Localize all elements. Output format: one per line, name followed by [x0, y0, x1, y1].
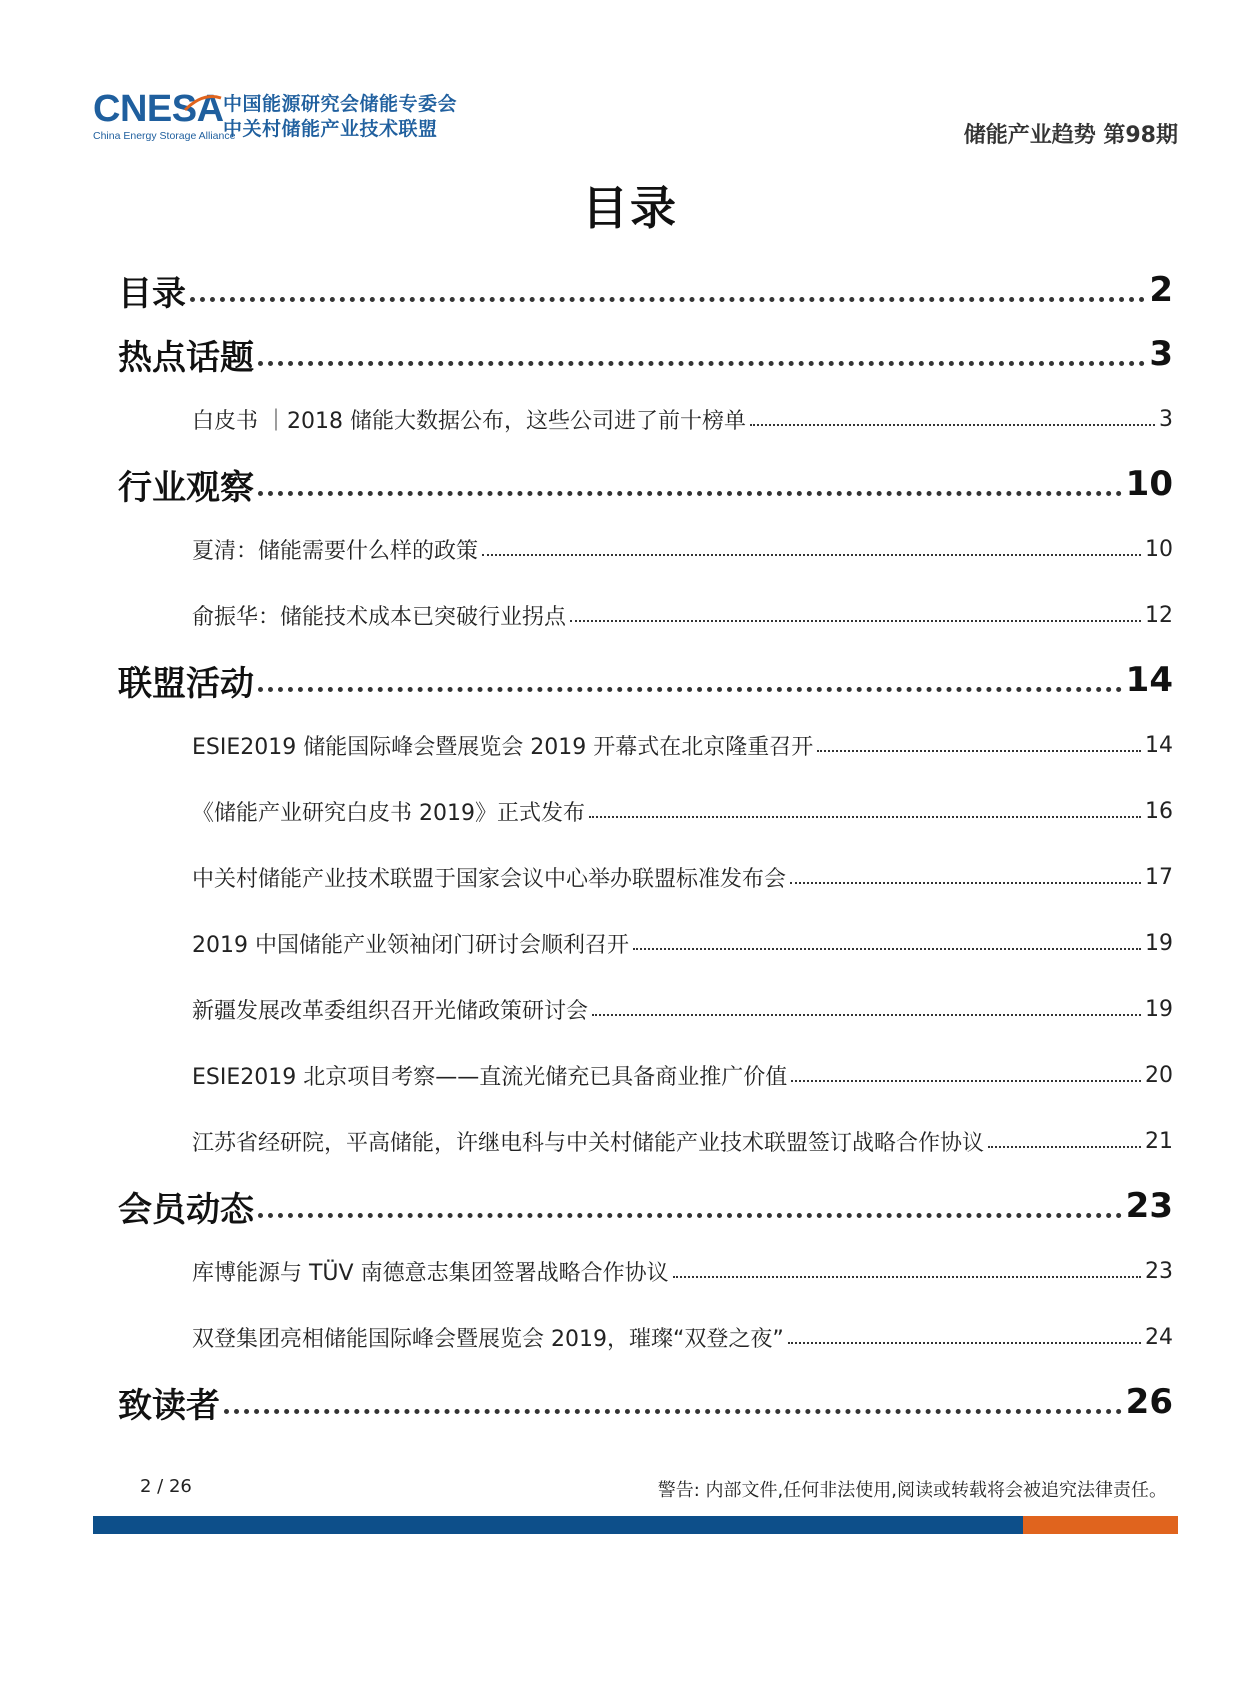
logo-wordmark: CNESA [93, 88, 224, 130]
toc-article-entry[interactable] [118, 844, 1173, 910]
toc-dot-leader [190, 297, 1145, 302]
toc-article-entry[interactable] [118, 1304, 1173, 1370]
toc-section-entry[interactable] [118, 322, 1173, 386]
toc-entry-label: 双登集团亮相储能国际峰会暨展览会 2019，璀璨“双登之夜” [192, 1326, 784, 1352]
toc-entry-label: 联盟活动 [118, 663, 254, 704]
footer-bar-orange [1023, 1516, 1178, 1534]
toc-dot-leader [988, 1146, 1141, 1148]
toc-entry-label: 中关村储能产业技术联盟于国家会议中心举办联盟标准发布会 [192, 866, 787, 892]
toc-entry-label: ESIE2019 储能国际峰会暨展览会 2019 开幕式在北京隆重召开 [192, 734, 814, 760]
logo-swoosh-icon [93, 88, 223, 132]
toc-dot-leader [673, 1276, 1141, 1278]
toc-article-entry[interactable] [118, 778, 1173, 844]
toc-page-number: 17 [1145, 864, 1173, 890]
toc-article-entry[interactable] [118, 516, 1173, 582]
page-indicator: 2 / 26 [140, 1476, 192, 1497]
toc-dot-leader [482, 554, 1141, 556]
toc-page-number: 16 [1145, 798, 1173, 824]
toc-dot-leader [589, 816, 1141, 818]
toc-entry-label: 俞振华：储能技术成本已突破行业拐点 [192, 604, 567, 630]
toc-page-number: 19 [1145, 930, 1173, 956]
toc-page-number: 3 [1159, 406, 1173, 432]
toc-article-entry[interactable] [118, 1042, 1173, 1108]
toc-entry-label: 新疆发展改革委组织召开光储政策研讨会 [192, 998, 589, 1024]
toc-dot-leader [570, 620, 1141, 622]
toc-section-entry[interactable] [118, 1370, 1173, 1434]
toc-entry-label: 热点话题 [118, 337, 254, 378]
toc-article-entry[interactable] [118, 976, 1173, 1042]
toc-dot-leader [592, 1014, 1141, 1016]
toc-section-entry[interactable] [118, 1174, 1173, 1238]
toc-entry-label: 2019 中国储能产业领袖闭门研讨会顺利召开 [192, 932, 629, 958]
toc-dot-leader [791, 1080, 1141, 1082]
toc-section-entry[interactable] [118, 648, 1173, 712]
toc-dot-leader [750, 424, 1155, 426]
toc-article-entry[interactable] [118, 712, 1173, 778]
toc-entry-label: 行业观察 [118, 467, 254, 508]
table-of-contents [118, 258, 1173, 1434]
toc-page-number: 10 [1145, 536, 1173, 562]
toc-entry-label: 夏清：储能需要什么样的政策 [192, 538, 479, 564]
toc-page-number: 20 [1145, 1062, 1173, 1088]
toc-article-entry[interactable] [118, 582, 1173, 648]
toc-entry-label: 白皮书 ｜2018 储能大数据公布，这些公司进了前十榜单 [192, 408, 746, 434]
toc-dot-leader [224, 1409, 1122, 1414]
toc-article-entry[interactable] [118, 910, 1173, 976]
toc-page-number: 23 [1145, 1258, 1173, 1284]
toc-page-number: 14 [1125, 660, 1173, 700]
toc-page-number: 23 [1125, 1186, 1173, 1226]
toc-page-number: 26 [1125, 1382, 1173, 1422]
issue-title: 储能产业趋势 第98期 [963, 123, 1178, 148]
toc-entry-label: 会员动态 [118, 1189, 254, 1230]
toc-entry-label: ESIE2019 北京项目考察——直流光储充已具备商业推广价值 [192, 1064, 788, 1090]
toc-dot-leader [788, 1342, 1141, 1344]
toc-entry-label: 《储能产业研究白皮书 2019》正式发布 [192, 800, 585, 826]
toc-dot-leader [790, 882, 1141, 884]
footer-bar-blue [93, 1516, 1023, 1534]
logo-mark [93, 88, 236, 148]
logo-chinese-names [223, 88, 457, 142]
toc-article-entry[interactable] [118, 386, 1173, 452]
toc-article-entry[interactable] [118, 1108, 1173, 1174]
footer-color-bar [93, 1516, 1178, 1534]
cnesa-logo [93, 88, 457, 148]
toc-page-number: 24 [1145, 1324, 1173, 1350]
toc-dot-leader [258, 1213, 1122, 1218]
page-header [93, 88, 1178, 148]
toc-entry-label: 致读者 [118, 1385, 220, 1426]
toc-dot-leader [633, 948, 1141, 950]
logo-subtitle: China Energy Storage Alliance [93, 130, 236, 142]
toc-dot-leader [258, 361, 1145, 366]
toc-page-number: 10 [1125, 464, 1173, 504]
toc-dot-leader [258, 491, 1122, 496]
toc-dot-leader [258, 687, 1122, 692]
toc-dot-leader [817, 750, 1141, 752]
toc-page-number: 3 [1149, 334, 1173, 374]
toc-article-entry[interactable] [118, 1238, 1173, 1304]
footer-warning: 警告: 内部文件,任何非法使用,阅读或转载将会被追究法律责任。 [657, 1480, 1167, 1501]
toc-entry-label: 库博能源与 TÜV 南德意志集团签署战略合作协议 [192, 1260, 669, 1286]
toc-section-entry[interactable] [118, 452, 1173, 516]
toc-entry-label: 江苏省经研院，平高储能，许继电科与中关村储能产业技术联盟签订战略合作协议 [192, 1130, 985, 1156]
toc-entry-label: 目录 [118, 273, 186, 314]
toc-page-number: 12 [1145, 602, 1173, 628]
toc-page-number: 14 [1145, 732, 1173, 758]
toc-page-number: 2 [1149, 270, 1173, 310]
toc-page-number: 21 [1145, 1128, 1173, 1154]
page-title: 目录 [582, 181, 678, 235]
logo-cn-line1: 中国能源研究会储能专委会 [223, 93, 458, 115]
toc-section-entry[interactable] [118, 258, 1173, 322]
logo-cn-line2: 中关村储能产业技术联盟 [223, 118, 438, 140]
toc-page-number: 19 [1145, 996, 1173, 1022]
